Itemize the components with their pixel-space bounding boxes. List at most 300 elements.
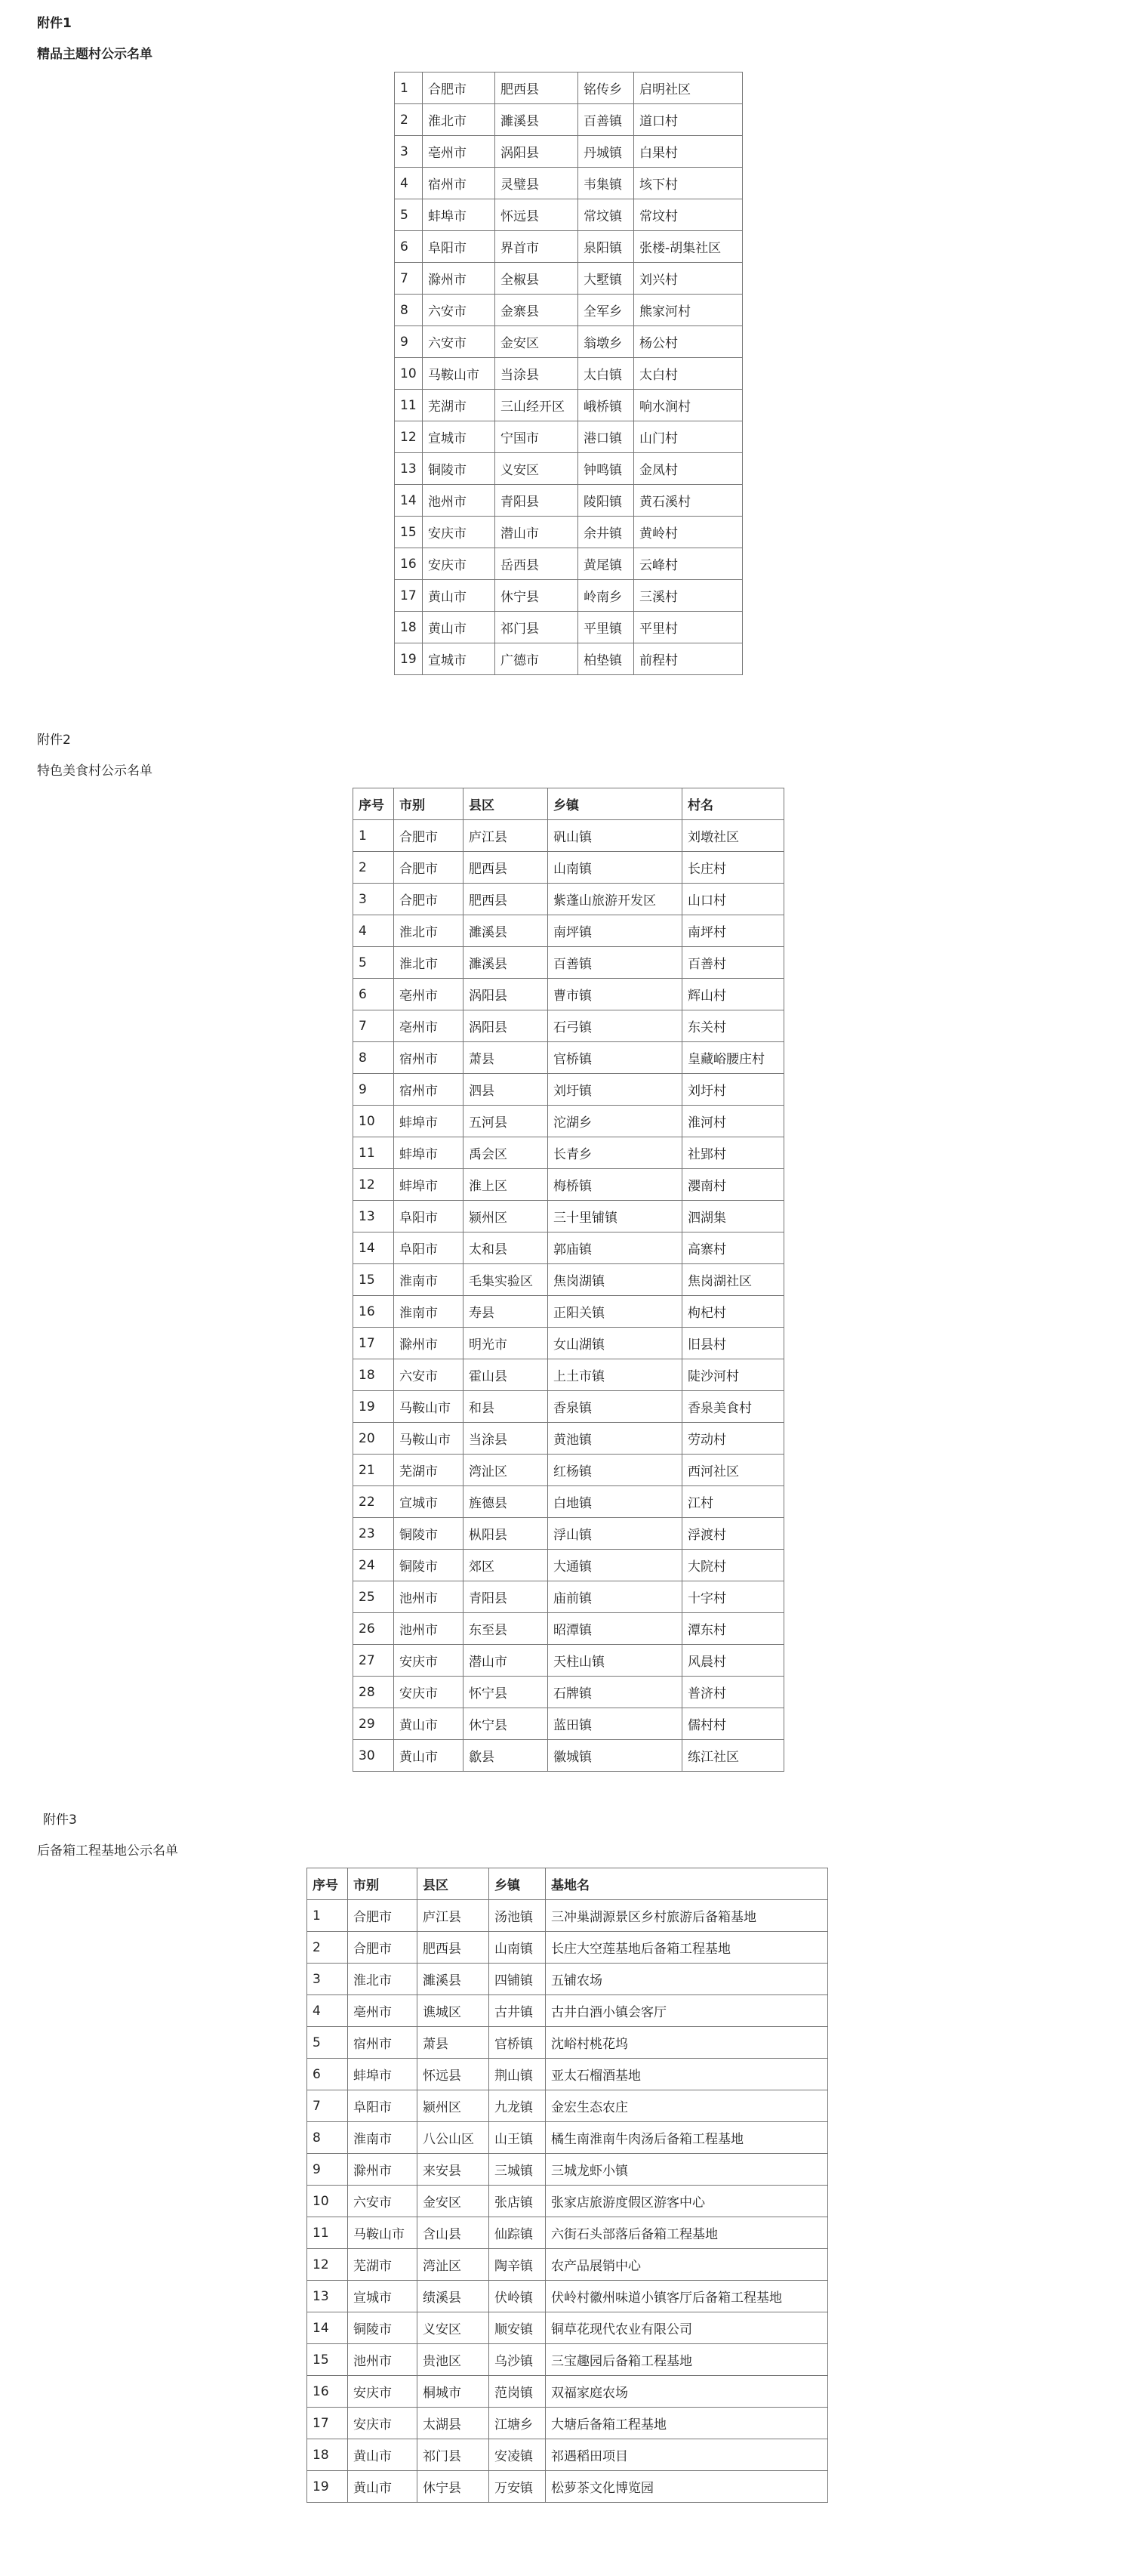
- table-cell: 浮渡村: [682, 1518, 784, 1550]
- table-cell: 刘兴村: [634, 263, 743, 295]
- table-cell: 紫蓬山旅游开发区: [548, 884, 682, 915]
- table-cell: 7: [353, 1010, 394, 1042]
- annex2-label: 附件2: [37, 733, 71, 748]
- table-row: [395, 326, 743, 358]
- table-row: [353, 1359, 784, 1391]
- table-cell: 山门村: [634, 421, 743, 453]
- table-cell: 郊区: [463, 1550, 548, 1581]
- table-cell: 休宁县: [495, 580, 578, 612]
- table-row: [353, 1010, 784, 1042]
- column-header: 序号: [353, 788, 394, 820]
- table-cell: 陡沙河村: [682, 1359, 784, 1391]
- table-cell: 仙踪镇: [489, 2217, 546, 2249]
- table-cell: 淮南市: [348, 2122, 417, 2154]
- table-cell: 12: [395, 421, 423, 453]
- table-row: [353, 1518, 784, 1550]
- column-header: 乡镇: [489, 1868, 546, 1900]
- table-cell: 池州市: [423, 485, 495, 517]
- table-cell: 金寨县: [495, 295, 578, 326]
- table-row: [353, 820, 784, 852]
- table-cell: 五铺农场: [546, 1964, 828, 1995]
- table-cell: 5: [307, 2027, 348, 2059]
- table-cell: 大通镇: [548, 1550, 682, 1581]
- table-cell: 长庄大空莲基地后备箱工程基地: [546, 1932, 828, 1964]
- table-cell: 黄山市: [348, 2471, 417, 2503]
- table-cell: 界首市: [495, 231, 578, 263]
- table-cell: 社郢村: [682, 1137, 784, 1169]
- table-cell: 沈峪村桃花坞: [546, 2027, 828, 2059]
- table-cell: 亳州市: [348, 1995, 417, 2027]
- table-cell: 合肥市: [394, 852, 463, 884]
- table-cell: 禹会区: [463, 1137, 548, 1169]
- table-cell: 萧县: [417, 2027, 489, 2059]
- table-cell: 7: [307, 2090, 348, 2122]
- table-cell: 濉溪县: [463, 947, 548, 979]
- table-cell: 淮北市: [394, 947, 463, 979]
- table-cell: 池州市: [394, 1613, 463, 1645]
- table-cell: 安庆市: [394, 1645, 463, 1677]
- table-row: [353, 1137, 784, 1169]
- table-cell: 和县: [463, 1391, 548, 1423]
- table-cell: 10: [395, 358, 423, 390]
- table-cell: 庙前镇: [548, 1581, 682, 1613]
- table-cell: 大塘后备箱工程基地: [546, 2408, 828, 2439]
- table-cell: 合肥市: [394, 884, 463, 915]
- table-row: [353, 1613, 784, 1645]
- table-cell: 淮南市: [394, 1264, 463, 1296]
- table-cell: 练江社区: [682, 1740, 784, 1772]
- table-cell: 14: [395, 485, 423, 517]
- table-cell: 芜湖市: [423, 390, 495, 421]
- table-row: [353, 979, 784, 1010]
- annex3-table: [306, 1868, 828, 2503]
- table-cell: 来安县: [417, 2154, 489, 2186]
- table-row: [307, 2059, 828, 2090]
- table-row: [395, 72, 743, 104]
- table-cell: 15: [307, 2344, 348, 2376]
- table-cell: 徽城镇: [548, 1740, 682, 1772]
- table-cell: 九龙镇: [489, 2090, 546, 2122]
- table-cell: 3: [395, 136, 423, 168]
- table-row: [307, 2471, 828, 2503]
- table-row: [395, 390, 743, 421]
- table-cell: 9: [307, 2154, 348, 2186]
- table-cell: 百善镇: [578, 104, 634, 136]
- table-cell: 毛集实验区: [463, 1264, 548, 1296]
- table-cell: 枸杞村: [682, 1296, 784, 1328]
- table-cell: 长青乡: [548, 1137, 682, 1169]
- table-cell: 怀远县: [495, 199, 578, 231]
- table-row: [353, 1455, 784, 1486]
- table-row: [307, 2344, 828, 2376]
- table-cell: 11: [395, 390, 423, 421]
- table-cell: 黄山市: [423, 612, 495, 643]
- table-cell: 怀远县: [417, 2059, 489, 2090]
- table-cell: 滁州市: [423, 263, 495, 295]
- table-cell: 天柱山镇: [548, 1645, 682, 1677]
- table-cell: 全椒县: [495, 263, 578, 295]
- table-cell: 乌沙镇: [489, 2344, 546, 2376]
- table-row: [353, 1232, 784, 1264]
- table-row: [395, 199, 743, 231]
- table-cell: 三城镇: [489, 2154, 546, 2186]
- table-cell: 黄山市: [423, 580, 495, 612]
- column-header: 县区: [417, 1868, 489, 1900]
- table-cell: 阜阳市: [348, 2090, 417, 2122]
- table-cell: 西河社区: [682, 1455, 784, 1486]
- table-cell: 7: [395, 263, 423, 295]
- table-cell: 铜陵市: [394, 1550, 463, 1581]
- table-row: [395, 548, 743, 580]
- table-cell: 绩溪县: [417, 2281, 489, 2312]
- table-cell: 荆山镇: [489, 2059, 546, 2090]
- table-cell: 4: [307, 1995, 348, 2027]
- table-cell: 女山湖镇: [548, 1328, 682, 1359]
- table-cell: 杨公村: [634, 326, 743, 358]
- table-cell: 淮河村: [682, 1106, 784, 1137]
- table-cell: 13: [395, 453, 423, 485]
- table-cell: 池州市: [348, 2344, 417, 2376]
- table-cell: 古井白酒小镇会客厅: [546, 1995, 828, 2027]
- table-cell: 六街石头部落后备箱工程基地: [546, 2217, 828, 2249]
- table-cell: 江村: [682, 1486, 784, 1518]
- table-cell: 22: [353, 1486, 394, 1518]
- table-cell: 山王镇: [489, 2122, 546, 2154]
- table-cell: 肥西县: [463, 852, 548, 884]
- table-row: [353, 1074, 784, 1106]
- table-cell: 亳州市: [394, 1010, 463, 1042]
- table-cell: 梅桥镇: [548, 1169, 682, 1201]
- table-cell: 庐江县: [463, 820, 548, 852]
- table-cell: 祁门县: [495, 612, 578, 643]
- table-cell: 上土市镇: [548, 1359, 682, 1391]
- table-cell: 黄山市: [394, 1740, 463, 1772]
- table-cell: 六安市: [394, 1359, 463, 1391]
- table-row: [307, 1900, 828, 1932]
- table-cell: 18: [353, 1359, 394, 1391]
- table-cell: 垓下村: [634, 168, 743, 199]
- table-cell: 淮上区: [463, 1169, 548, 1201]
- table-cell: 皇藏峪腰庄村: [682, 1042, 784, 1074]
- table-cell: 19: [395, 643, 423, 675]
- table-cell: 泉阳镇: [578, 231, 634, 263]
- table-cell: 宣城市: [423, 643, 495, 675]
- table-cell: 寿县: [463, 1296, 548, 1328]
- table-cell: 正阳关镇: [548, 1296, 682, 1328]
- table-cell: 太白镇: [578, 358, 634, 390]
- table-cell: 山南镇: [489, 1932, 546, 1964]
- table-cell: 13: [307, 2281, 348, 2312]
- table-cell: 百善镇: [548, 947, 682, 979]
- table-cell: 官桥镇: [548, 1042, 682, 1074]
- table-cell: 芜湖市: [348, 2249, 417, 2281]
- table-cell: 安庆市: [394, 1677, 463, 1708]
- table-cell: 普济村: [682, 1677, 784, 1708]
- table-row: [395, 168, 743, 199]
- table-cell: 张家店旅游度假区游客中心: [546, 2186, 828, 2217]
- table-cell: 怀宁县: [463, 1677, 548, 1708]
- table-cell: 9: [395, 326, 423, 358]
- table-cell: 濉溪县: [463, 915, 548, 947]
- annex2-table: [353, 788, 784, 1772]
- table-cell: 2: [307, 1932, 348, 1964]
- table-cell: 休宁县: [463, 1708, 548, 1740]
- table-cell: 黄岭村: [634, 517, 743, 548]
- table-cell: 1: [395, 72, 423, 104]
- table-cell: 淮北市: [348, 1964, 417, 1995]
- table-cell: 庐江县: [417, 1900, 489, 1932]
- table-row: [395, 580, 743, 612]
- table-cell: 2: [353, 852, 394, 884]
- table-cell: 旧县村: [682, 1328, 784, 1359]
- table-cell: 安庆市: [423, 517, 495, 548]
- table-cell: 铜草花现代农业有限公司: [546, 2312, 828, 2344]
- table-row: [307, 2027, 828, 2059]
- table-cell: 祁门县: [417, 2439, 489, 2471]
- table-cell: 太湖县: [417, 2408, 489, 2439]
- table-cell: 安庆市: [423, 548, 495, 580]
- table-cell: 宿州市: [423, 168, 495, 199]
- table-row: [353, 1581, 784, 1613]
- table-cell: 2: [395, 104, 423, 136]
- annex1-title: 精品主题村公示名单: [37, 47, 152, 62]
- table-cell: 17: [395, 580, 423, 612]
- table-cell: 4: [395, 168, 423, 199]
- table-cell: 当涂县: [495, 358, 578, 390]
- table-cell: 金凤村: [634, 453, 743, 485]
- table-cell: 沱湖乡: [548, 1106, 682, 1137]
- table-cell: 马鞍山市: [423, 358, 495, 390]
- column-header: 乡镇: [548, 788, 682, 820]
- table-cell: 10: [307, 2186, 348, 2217]
- table-cell: 石弓镇: [548, 1010, 682, 1042]
- table-cell: 青阳县: [463, 1581, 548, 1613]
- column-header: 村名: [682, 788, 784, 820]
- table-row: [395, 453, 743, 485]
- table-cell: 大院村: [682, 1550, 784, 1581]
- annex3-label: 附件3: [43, 1812, 77, 1828]
- table-row: [353, 947, 784, 979]
- table-cell: 焦岗湖镇: [548, 1264, 682, 1296]
- annex1-label: 附件1: [37, 16, 72, 31]
- table-row: [307, 2249, 828, 2281]
- table-cell: 全军乡: [578, 295, 634, 326]
- table-cell: 合肥市: [348, 1900, 417, 1932]
- table-cell: 刘墩社区: [682, 820, 784, 852]
- table-cell: 安凌镇: [489, 2439, 546, 2471]
- table-cell: 曹市镇: [548, 979, 682, 1010]
- table-cell: 霍山县: [463, 1359, 548, 1391]
- table-cell: 宣城市: [348, 2281, 417, 2312]
- table-cell: 启明社区: [634, 72, 743, 104]
- table-cell: 宿州市: [394, 1042, 463, 1074]
- table-cell: 陶辛镇: [489, 2249, 546, 2281]
- table-cell: 涡阳县: [463, 1010, 548, 1042]
- table-cell: 香泉镇: [548, 1391, 682, 1423]
- table-row: [395, 358, 743, 390]
- table-cell: 旌德县: [463, 1486, 548, 1518]
- table-cell: 太白村: [634, 358, 743, 390]
- table-cell: 12: [353, 1169, 394, 1201]
- table-cell: 四铺镇: [489, 1964, 546, 1995]
- table-cell: 泗湖集: [682, 1201, 784, 1232]
- table-cell: 常坟村: [634, 199, 743, 231]
- table-cell: 8: [395, 295, 423, 326]
- table-cell: 三溪村: [634, 580, 743, 612]
- table-cell: 东关村: [682, 1010, 784, 1042]
- table-row: [353, 1645, 784, 1677]
- table-cell: 谯城区: [417, 1995, 489, 2027]
- table-row: [353, 1740, 784, 1772]
- table-cell: 肥西县: [463, 884, 548, 915]
- table-row: [307, 2154, 828, 2186]
- table-row: [353, 1708, 784, 1740]
- table-cell: 风晨村: [682, 1645, 784, 1677]
- table-cell: 池州市: [394, 1581, 463, 1613]
- table-cell: 3: [307, 1964, 348, 1995]
- table-cell: 颍州区: [417, 2090, 489, 2122]
- table-cell: 铜陵市: [348, 2312, 417, 2344]
- table-cell: 宿州市: [348, 2027, 417, 2059]
- table-cell: 休宁县: [417, 2471, 489, 2503]
- table-cell: 金安区: [417, 2186, 489, 2217]
- table-cell: 淮南市: [394, 1296, 463, 1328]
- table-cell: 马鞍山市: [348, 2217, 417, 2249]
- table-cell: 蚌埠市: [394, 1137, 463, 1169]
- table-cell: 肥西县: [417, 1932, 489, 1964]
- table-cell: 南坪镇: [548, 915, 682, 947]
- table-row: [307, 2312, 828, 2344]
- table-cell: 道口村: [634, 104, 743, 136]
- table-row: [307, 2122, 828, 2154]
- table-cell: 山南镇: [548, 852, 682, 884]
- table-cell: 汤池镇: [489, 1900, 546, 1932]
- table-row: [353, 884, 784, 915]
- table-cell: 蚌埠市: [423, 199, 495, 231]
- table-cell: 12: [307, 2249, 348, 2281]
- table-cell: 宣城市: [423, 421, 495, 453]
- table-cell: 合肥市: [394, 820, 463, 852]
- table-cell: 1: [307, 1900, 348, 1932]
- column-header: 序号: [307, 1868, 348, 1900]
- table-cell: 官桥镇: [489, 2027, 546, 2059]
- table-cell: 三宝趣园后备箱工程基地: [546, 2344, 828, 2376]
- table-cell: 祁遇稻田项目: [546, 2439, 828, 2471]
- table-cell: 24: [353, 1550, 394, 1581]
- table-cell: 26: [353, 1613, 394, 1645]
- table-cell: 泗县: [463, 1074, 548, 1106]
- table-cell: 6: [395, 231, 423, 263]
- annex3-header-row: [307, 1868, 828, 1900]
- table-row: [395, 421, 743, 453]
- table-cell: 熊家河村: [634, 295, 743, 326]
- table-cell: 丹城镇: [578, 136, 634, 168]
- table-cell: 亳州市: [394, 979, 463, 1010]
- table-cell: 14: [307, 2312, 348, 2344]
- table-row: [307, 1964, 828, 1995]
- table-cell: 20: [353, 1423, 394, 1455]
- table-cell: 滁州市: [348, 2154, 417, 2186]
- table-cell: 陵阳镇: [578, 485, 634, 517]
- annex2-title: 特色美食村公示名单: [37, 764, 152, 779]
- table-row: [307, 1932, 828, 1964]
- table-row: [353, 1201, 784, 1232]
- table-cell: 16: [395, 548, 423, 580]
- table-cell: 18: [395, 612, 423, 643]
- table-cell: 三冲巢湖源景区乡村旅游后备箱基地: [546, 1900, 828, 1932]
- table-cell: 芜湖市: [394, 1455, 463, 1486]
- table-row: [307, 2408, 828, 2439]
- table-cell: 湾沚区: [417, 2249, 489, 2281]
- table-row: [395, 295, 743, 326]
- annex1-table: [394, 72, 743, 675]
- table-cell: 6: [353, 979, 394, 1010]
- table-cell: 长庄村: [682, 852, 784, 884]
- table-cell: 11: [353, 1137, 394, 1169]
- table-cell: 23: [353, 1518, 394, 1550]
- table-cell: 铜陵市: [423, 453, 495, 485]
- table-cell: 铭传乡: [578, 72, 634, 104]
- table-row: [395, 231, 743, 263]
- table-cell: 张店镇: [489, 2186, 546, 2217]
- table-cell: 三十里铺镇: [548, 1201, 682, 1232]
- table-cell: 29: [353, 1708, 394, 1740]
- table-cell: 安庆市: [348, 2376, 417, 2408]
- table-cell: 蚌埠市: [394, 1169, 463, 1201]
- table-cell: 明光市: [463, 1328, 548, 1359]
- table-cell: 黄池镇: [548, 1423, 682, 1455]
- table-cell: 10: [353, 1106, 394, 1137]
- table-row: [307, 2217, 828, 2249]
- table-cell: 潜山市: [495, 517, 578, 548]
- table-cell: 含山县: [417, 2217, 489, 2249]
- table-cell: 濉溪县: [495, 104, 578, 136]
- table-cell: 淮北市: [423, 104, 495, 136]
- table-cell: 白地镇: [548, 1486, 682, 1518]
- table-cell: 黄山市: [394, 1708, 463, 1740]
- table-cell: 香泉美食村: [682, 1391, 784, 1423]
- column-header: 县区: [463, 788, 548, 820]
- table-cell: 高寨村: [682, 1232, 784, 1264]
- table-cell: 歙县: [463, 1740, 548, 1772]
- table-cell: 范岗镇: [489, 2376, 546, 2408]
- table-row: [307, 1995, 828, 2027]
- table-cell: 16: [307, 2376, 348, 2408]
- table-cell: 焦岗湖社区: [682, 1264, 784, 1296]
- table-cell: 宿州市: [394, 1074, 463, 1106]
- table-cell: 金安区: [495, 326, 578, 358]
- table-cell: 马鞍山市: [394, 1423, 463, 1455]
- table-cell: 14: [353, 1232, 394, 1264]
- table-cell: 28: [353, 1677, 394, 1708]
- table-cell: 前程村: [634, 643, 743, 675]
- table-cell: 农产品展销中心: [546, 2249, 828, 2281]
- table-cell: 万安镇: [489, 2471, 546, 2503]
- annex2-header-row: [353, 788, 784, 820]
- table-cell: 余井镇: [578, 517, 634, 548]
- table-cell: 红杨镇: [548, 1455, 682, 1486]
- table-cell: 宁国市: [495, 421, 578, 453]
- table-cell: 金宏生态农庄: [546, 2090, 828, 2122]
- table-cell: 15: [353, 1264, 394, 1296]
- table-row: [353, 1106, 784, 1137]
- table-cell: 岭南乡: [578, 580, 634, 612]
- table-cell: 三山经开区: [495, 390, 578, 421]
- table-cell: 云峰村: [634, 548, 743, 580]
- table-cell: 5: [395, 199, 423, 231]
- table-cell: 黄山市: [348, 2439, 417, 2471]
- table-cell: 11: [307, 2217, 348, 2249]
